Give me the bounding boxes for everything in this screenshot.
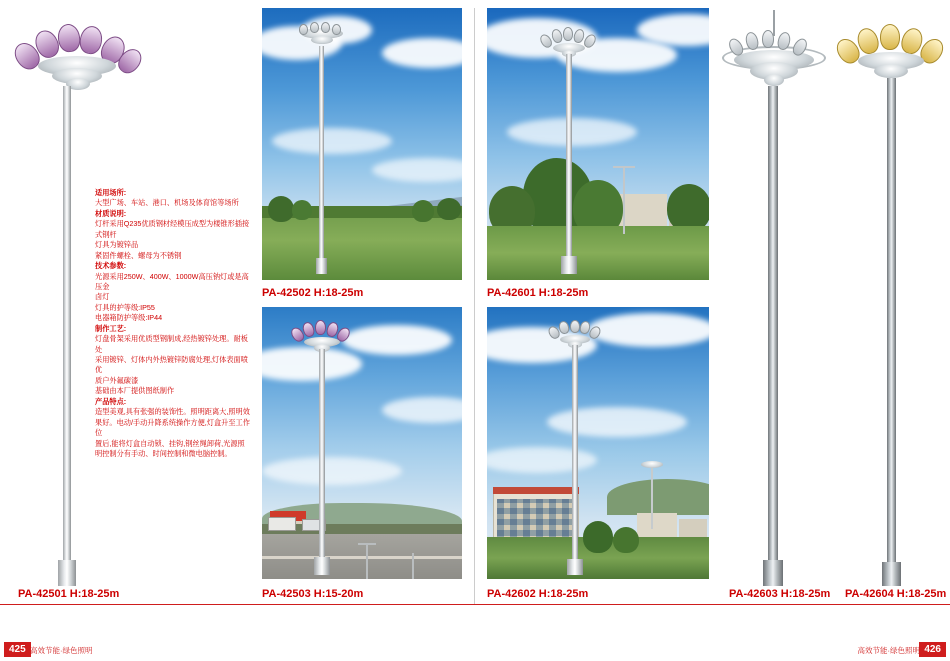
product-illustration-pa-42603 bbox=[710, 0, 830, 600]
spec-heading-craft: 制作工艺: bbox=[95, 323, 127, 333]
spec-body-craft-2: 采用镀锌、灯体内外热镀锌防腐处理,灯体表面喷优 bbox=[95, 355, 248, 375]
lamp-head-pa-42602 bbox=[549, 321, 601, 347]
spec-body-material-2: 灯具为镀锌品 bbox=[95, 240, 139, 250]
lamp-head-pa-42604-gold bbox=[836, 24, 948, 80]
spec-body-material-3: 紧固件螺栓、螺母为不锈钢 bbox=[95, 250, 182, 260]
pole-shaft-pa-42601 bbox=[566, 54, 572, 266]
pole-shaft-pa-42501 bbox=[63, 86, 71, 586]
caption-pa-42602: PA-42602 H:18-25m bbox=[487, 588, 589, 600]
spec-body-craft-4: 基础由本厂提供图纸制作 bbox=[95, 386, 175, 396]
spec-body-material-1: 灯杆采用Q235优质钢材经模压成型为楼锥形插接式钢杆 bbox=[95, 219, 250, 239]
pole-shaft-pa-42503 bbox=[319, 349, 325, 567]
pole-shaft-pa-42603 bbox=[768, 86, 778, 584]
lamp-head-pa-42502 bbox=[299, 24, 345, 48]
photo-pa-42601 bbox=[487, 8, 709, 280]
caption-pa-42502: PA-42502 H:18-25m bbox=[262, 287, 364, 299]
page-number-right: 426 bbox=[919, 642, 946, 657]
photo-pa-42602 bbox=[487, 307, 709, 579]
pole-shaft-pa-42604 bbox=[887, 78, 896, 584]
specification-text bbox=[95, 188, 253, 459]
spec-heading-features: 产品特点: bbox=[95, 396, 127, 406]
caption-pa-42603: PA-42603 H:18-25m bbox=[729, 588, 831, 600]
pole-shaft-pa-42602 bbox=[572, 345, 578, 567]
spec-body-features-2: 果好。电动/手动升降系统操作方便,灯盒升至工作位 bbox=[95, 417, 250, 438]
spec-body-craft-3: 质户外氟碳漆 bbox=[95, 375, 139, 385]
product-illustration-pa-42604 bbox=[830, 0, 950, 600]
footer-slogan-left: 高效节能·绿色照明 bbox=[30, 646, 93, 655]
spec-body-features-3: 置后,能将灯盒自动锁、挂钩,钢丝绳卸荷,光源照 bbox=[95, 438, 245, 448]
lamp-head-pa-42601 bbox=[541, 28, 597, 56]
lamp-head-pa-42603 bbox=[722, 32, 826, 88]
page-gutter-divider bbox=[474, 8, 475, 604]
caption-pa-42503: PA-42503 H:15-20m bbox=[262, 588, 364, 600]
spec-body-features-4: 明控制分有手动、时间控制和微电脑控制。 bbox=[95, 448, 232, 458]
footer-slogan-right: 高效节能·绿色照明 bbox=[857, 646, 920, 655]
caption-pa-42601: PA-42601 H:18-25m bbox=[487, 287, 589, 299]
spec-body-features-1: 造型美观,具有张强的装饰性。照明距离大,照明效 bbox=[95, 407, 250, 417]
spec-body-parameters-3: 灯具的护等级:IP55 bbox=[95, 302, 155, 312]
spec-heading-application: 适用场所: bbox=[95, 188, 127, 197]
lamp-head-pa-42503 bbox=[292, 321, 352, 351]
pole-base-pa-42501 bbox=[58, 560, 76, 586]
spec-heading-parameters: 技术参数: bbox=[95, 261, 127, 271]
spec-body-application: 大型广场、车站、港口、机场及体育馆等场所 bbox=[95, 198, 239, 208]
photo-pa-42503 bbox=[262, 307, 462, 579]
photo-pa-42502 bbox=[262, 8, 462, 280]
spec-body-parameters-2: 卤灯 bbox=[95, 292, 110, 302]
spec-body-parameters-1: 光源采用250W、400W、1000W高压钠灯或是高压金 bbox=[95, 271, 249, 291]
pole-shaft-pa-42502 bbox=[319, 46, 324, 266]
footer-divider bbox=[0, 604, 950, 605]
caption-pa-42501: PA-42501 H:18-25m bbox=[18, 588, 120, 600]
spec-heading-material: 材质说明: bbox=[95, 208, 127, 218]
spec-body-parameters-4: 电器箱防护等级:IP44 bbox=[95, 313, 163, 323]
lamp-head-purple-crown bbox=[12, 18, 142, 88]
page-number-left: 425 bbox=[4, 642, 31, 657]
spec-body-craft-1: 灯盘骨架采用优质型钢制成,经热镀锌处理。耐板处 bbox=[95, 334, 248, 354]
caption-pa-42604: PA-42604 H:18-25m bbox=[845, 588, 947, 600]
